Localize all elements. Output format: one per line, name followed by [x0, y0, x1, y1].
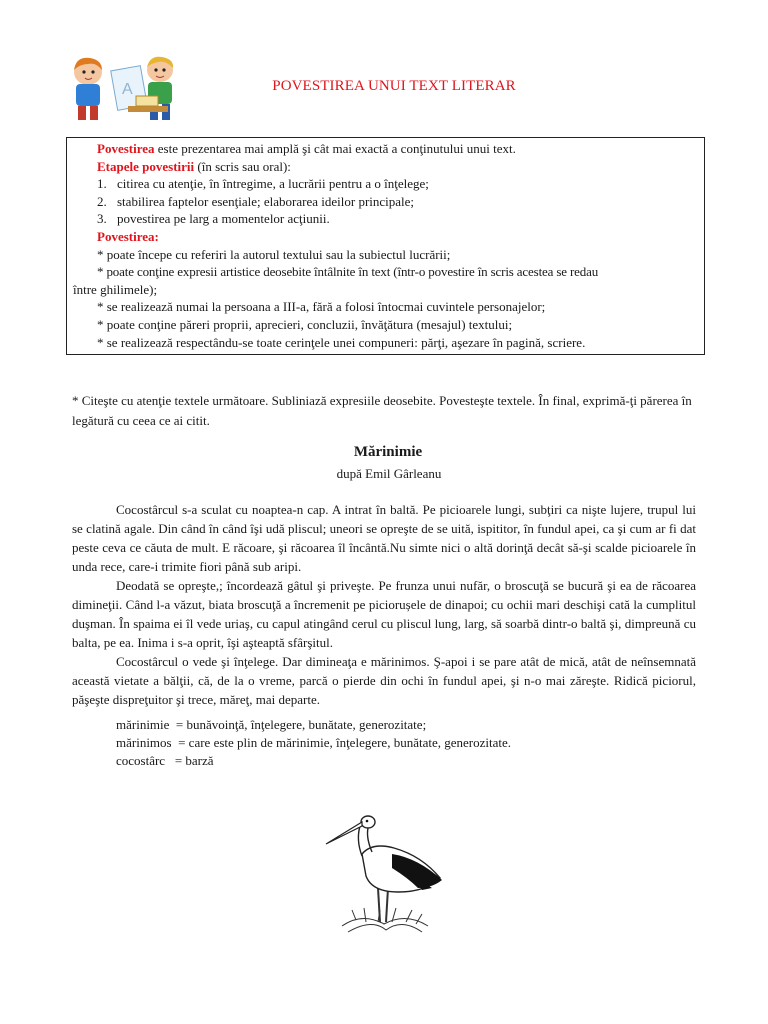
step-number: 3. — [97, 211, 107, 227]
definition-line — [73, 140, 698, 158]
definition-box — [66, 137, 705, 355]
step-item — [73, 210, 698, 228]
story-title: Mărinimie — [353, 444, 423, 460]
story-paragraph: Cocostârcul s-a sculat cu noaptea-n cap. A intrat în baltă. Pe picioarele lungi, subţiri ca nişte lujere, trupul lui se clatină agale. Din când în când îşi udă pliscul; uneori se opreşte de se uită, ispititor, în fundul apei, ca şi cum ar fi dat peste ceva ce căuta de mult. E răcoare, şi răcoarea îl încântă.Nu simte nici o altă dorinţă decât să-şi scalde picioarele în unda rece, care-i trimite fiori până sub aripi. — [72, 502, 696, 574]
glossary — [116, 716, 511, 770]
definition-text: este prezentarea mai amplă şi cât mai exactă a conţinutului unui text. — [154, 141, 516, 156]
glossary-item: cocostârc = barză — [116, 753, 214, 768]
step-number: 2. — [97, 193, 107, 209]
steps-note: (în scris sau oral): — [194, 158, 291, 174]
rules-heading: Povestirea: — [97, 228, 159, 244]
definition-term: Povestirea — [97, 141, 155, 156]
step-item — [73, 193, 698, 211]
instruction-text: * Citeşte cu atenţie textele următoare. Subliniază expresiile deosebite. Povesteşte textele. În final, exprimă-ţi părerea în legătură cu ceea ce ai citit. — [72, 393, 692, 428]
steps-term: Etapele povestirii — [97, 158, 195, 174]
rule-line-continued: între ghilimele); — [73, 281, 158, 297]
step-text: povestirea pe larg a momentelor acţiunii. — [117, 211, 330, 227]
glossary-item: mărinimie = bunăvoinţă, înţelegere, bunătate, generozitate; — [116, 717, 427, 732]
step-text: citirea cu atenţie, în întregime, a lucrării pentru a o înţelege; — [117, 176, 429, 192]
svg-text:A: A — [122, 81, 133, 98]
rule-line: * poate conţine expresii artistice deosebite întâlnite în text (într-o povestire în scris acestea se redau — [97, 264, 599, 280]
rule-line: * poate începe cu referiri la autorul textului sau la subiectul lucrării; — [97, 246, 451, 262]
story-paragraph: Cocostârcul o vede şi înţelege. Dar dimineaţa e mărinimos. Ş-apoi i se pare atât de mică, atât de neînsemnată această vietate a bălţii, că, de la o vreme, parcă o pierde din ochi în fundul apei, şi n-o mai zăreşte. Ridică piciorul, păşeşte dispreţuitor şi trece, măreţ, mai departe. — [72, 654, 696, 707]
glossary-item: mărinimos = care este plin de mărinimie, înţelegere, bunătate, generozitate. — [116, 735, 512, 750]
step-text: stabilirea faptelor esenţiale; elaborarea ideilor principale; — [117, 193, 415, 209]
story-author: după Emil Gârleanu — [336, 466, 442, 481]
rule-line: * se realizează respectându-se toate cerinţele unei compuneri: părţi, aşezare în pagină, scriere. — [97, 334, 586, 350]
story-body — [72, 483, 696, 709]
step-item — [73, 175, 698, 193]
rule-line: * poate conţine păreri proprii, aprecieri, concluzii, învăţătura (mesajul) textului; — [97, 316, 513, 332]
rule-line: * se realizează numai la persoana a III-a, fără a folosi întocmai cuvintele personajelor; — [97, 299, 546, 315]
step-number: 1. — [97, 176, 107, 192]
page-title: POVESTIREA UNUI TEXT LITERAR — [272, 78, 516, 94]
story-paragraph: Deodată se opreşte,; încordează gâtul şi priveşte. Pe frunza unui nufăr, o broscuţă se bucură şi ea de răcoarea dimineţii. Când l-a văzut, biata broscuţă a încremenit pe piciorușele de dinapoi; cu ochii mari deschişi cată la cumplitul duşman. În spaima ei îl vede uriaş, cu capul atingând cerul cu pliscul lung, larg, să soarbă dintr-o baltă şi, dimpreună cu balta, pe ea. Inima i s-a oprit, îşi aşteaptă sfârşitul. — [72, 578, 696, 650]
steps-heading — [73, 158, 698, 176]
stork-illustration-icon — [322, 808, 448, 938]
